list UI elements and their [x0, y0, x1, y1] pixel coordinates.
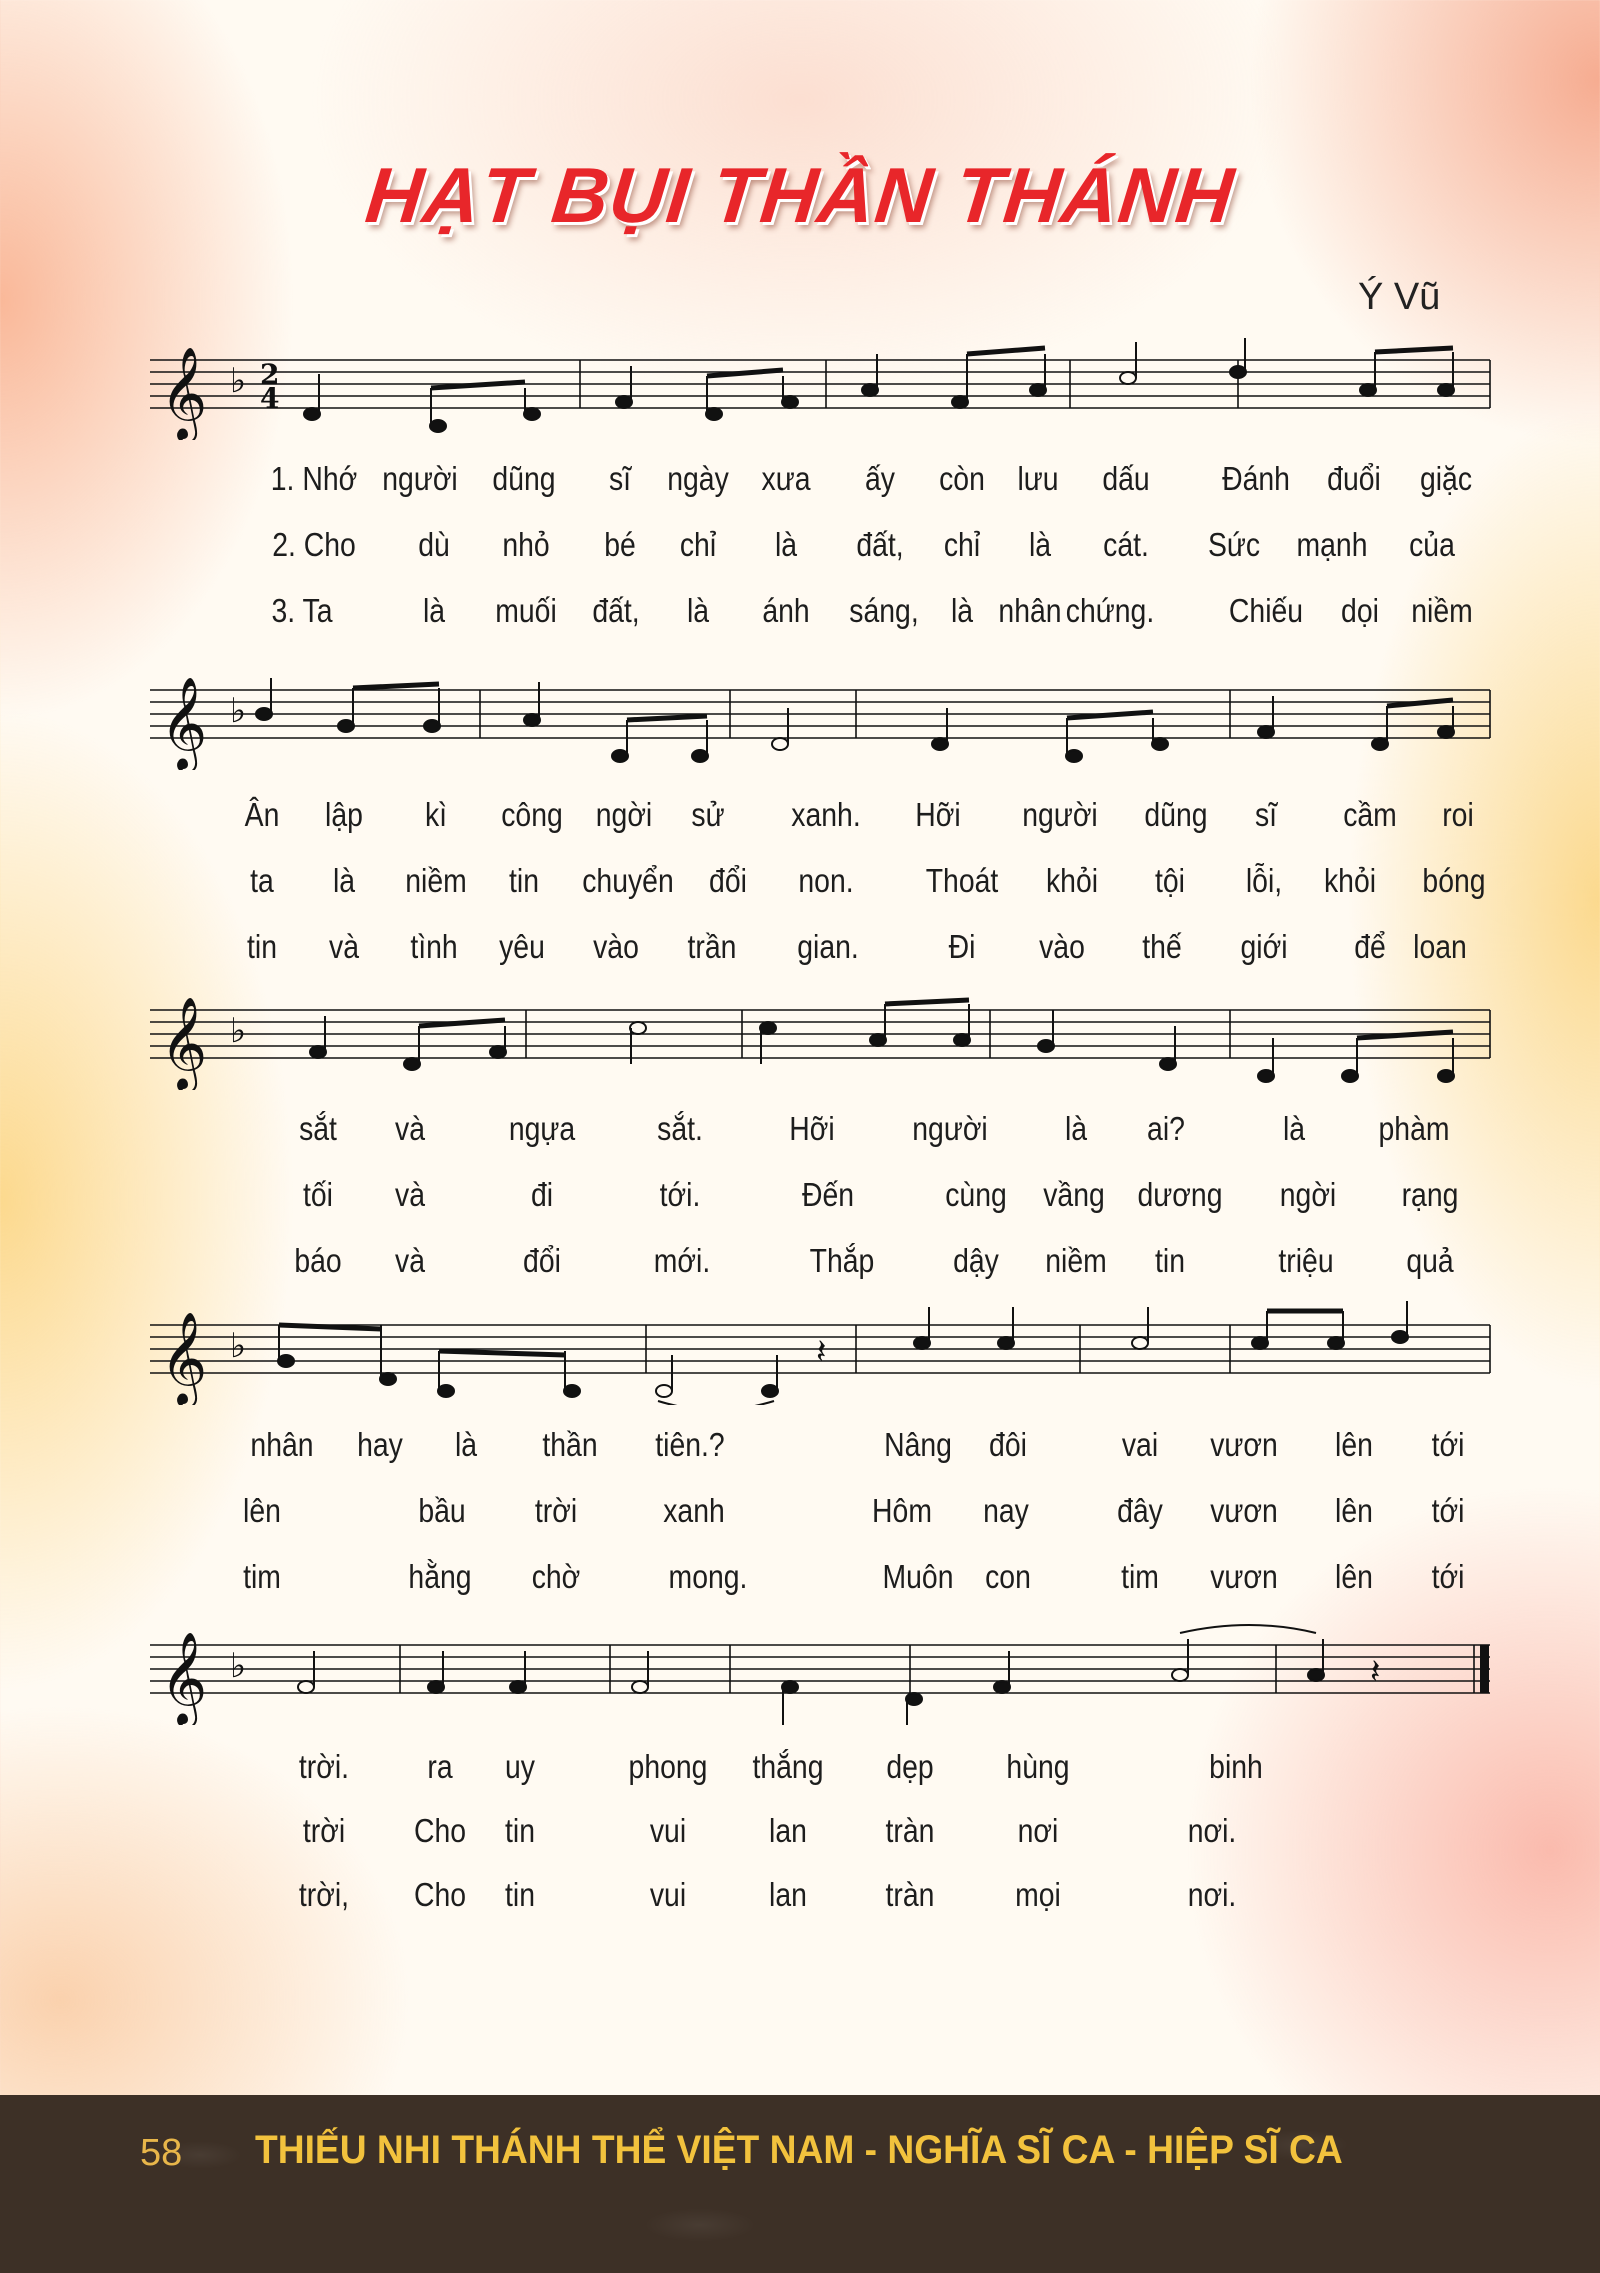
- lyric-syllable: Đánh: [1222, 460, 1290, 497]
- lyric-syllable: sắt: [299, 1110, 337, 1147]
- flat-key-signature: ♭: [230, 691, 247, 731]
- lyric-syllable: vai: [1121, 1426, 1159, 1463]
- lyric-syllable: tràn: [885, 1876, 935, 1913]
- lyric-syllable: thần: [542, 1426, 598, 1463]
- lyric-line-verse-1: [0, 460, 1600, 510]
- lyric-syllable: ngựa: [508, 1110, 576, 1147]
- lyric-syllable: nhân: [998, 592, 1062, 629]
- lyric-syllable: lập: [325, 796, 363, 833]
- svg-text:𝄽: 𝄽: [1370, 1652, 1381, 1692]
- lyric-line-verse-3: [0, 1558, 1600, 1608]
- lyric-syllable: ngày: [667, 460, 729, 497]
- lyric-syllable: giới: [1240, 928, 1288, 965]
- lyric-syllable: đây: [1117, 1492, 1163, 1529]
- music-staff-5: [150, 1615, 1500, 1725]
- lyric-syllable: Thắp: [809, 1242, 875, 1279]
- treble-clef-icon: 𝄞: [160, 996, 208, 1089]
- lyric-syllable: Chiếu: [1228, 592, 1304, 629]
- page-number: 58: [140, 2132, 183, 2174]
- time-signature-top: 2: [260, 358, 280, 391]
- flat-key-signature: ♭: [230, 361, 247, 401]
- lyric-syllable: dấu: [1102, 460, 1150, 497]
- lyric-syllable: mạnh: [1296, 526, 1368, 563]
- lyric-syllable: khỏi: [1323, 862, 1377, 899]
- lyric-syllable: vầng: [1043, 1176, 1105, 1213]
- lyric-syllable: chỉ: [679, 526, 717, 563]
- lyric-syllable: và: [395, 1110, 425, 1147]
- lyric-syllable: dù: [418, 526, 450, 563]
- lyric-syllable: người: [1022, 796, 1098, 833]
- lyric-syllable: chuyển: [582, 862, 674, 899]
- lyric-syllable: trời: [302, 1812, 346, 1849]
- lyric-syllable: Hôm: [872, 1492, 932, 1529]
- lyric-syllable: tràn: [885, 1812, 935, 1849]
- lyric-syllable: nơi.: [1187, 1876, 1237, 1913]
- final-barline: [1480, 1645, 1489, 1693]
- lyric-line-verse-2: [0, 1812, 1600, 1862]
- lyric-syllable: ánh: [762, 592, 810, 629]
- lyric-syllable: còn: [939, 460, 985, 497]
- treble-clef-icon: 𝄞: [160, 346, 208, 439]
- lyric-syllable: là: [422, 592, 446, 629]
- lyric-syllable: loan: [1413, 928, 1467, 965]
- lyric-syllable: thắng: [752, 1748, 824, 1785]
- lyric-syllable: cát.: [1103, 526, 1149, 563]
- lyric-syllable: thế: [1142, 928, 1182, 965]
- lyric-syllable: nhỏ: [502, 526, 550, 563]
- lyric-syllable: mới.: [653, 1242, 711, 1279]
- lyric-syllable: khỏi: [1045, 862, 1099, 899]
- lyric-syllable: người: [912, 1110, 988, 1147]
- music-staff-3: [150, 980, 1500, 1090]
- lyric-syllable: lên: [1335, 1426, 1373, 1463]
- lyric-syllable: roi: [1442, 796, 1474, 833]
- lyric-syllable: gian.: [797, 928, 859, 965]
- lyric-line-verse-3: [0, 928, 1600, 978]
- page-footer: [0, 2095, 1600, 2273]
- lyric-syllable: lên: [243, 1492, 281, 1529]
- lyric-line-verse-1: [0, 1748, 1600, 1798]
- lyric-syllable: vươn: [1210, 1558, 1278, 1595]
- lyric-syllable: lưu: [1017, 460, 1059, 497]
- lyric-syllable: đi: [530, 1176, 554, 1213]
- time-signature-bottom: 4: [260, 382, 280, 415]
- lyric-syllable: đuổi: [1327, 460, 1381, 497]
- lyric-syllable: tin: [1155, 1242, 1185, 1279]
- lyric-syllable: hay: [357, 1426, 403, 1463]
- lyric-syllable: 2. Cho: [272, 526, 356, 563]
- lyric-syllable: chờ: [531, 1558, 581, 1595]
- lyric-syllable: để: [1354, 928, 1386, 965]
- lyric-syllable: quả: [1406, 1242, 1454, 1279]
- lyric-syllable: ra: [427, 1748, 453, 1785]
- lyric-syllable: Cho: [413, 1876, 467, 1913]
- lyric-syllable: Cho: [413, 1812, 467, 1849]
- lyric-line-verse-1: [0, 1426, 1600, 1476]
- lyric-syllable: là: [1028, 526, 1052, 563]
- lyric-syllable: Sức: [1207, 526, 1261, 563]
- lyric-syllable: Đi: [948, 928, 976, 965]
- lyric-syllable: vươn: [1210, 1492, 1278, 1529]
- lyric-syllable: công: [501, 796, 563, 833]
- lyric-syllable: muối: [495, 592, 557, 629]
- lyric-syllable: Ân: [244, 796, 280, 833]
- svg-text:𝄽: 𝄽: [816, 1332, 827, 1372]
- lyric-syllable: phong: [628, 1748, 708, 1785]
- lyric-syllable: Nâng: [884, 1426, 952, 1463]
- lyric-syllable: 3. Ta: [271, 592, 333, 629]
- footer-book-title: THIẾU NHI THÁNH THỂ VIỆT NAM - NGHĨA SĨ CA - HIỆP SĨ CA: [255, 2128, 1343, 2172]
- lyric-syllable: tiên.?: [655, 1426, 725, 1463]
- lyric-syllable: Hỡi: [915, 796, 961, 833]
- lyric-syllable: tin: [509, 862, 539, 899]
- lyric-syllable: niềm: [1411, 592, 1473, 629]
- lyric-line-verse-1: [0, 1110, 1600, 1160]
- lyric-syllable: chỉ: [943, 526, 981, 563]
- lyric-syllable: tin: [505, 1876, 535, 1913]
- lyric-line-verse-3: [0, 592, 1600, 642]
- lyric-line-verse-2: [0, 526, 1600, 576]
- lyric-syllable: xanh: [663, 1492, 725, 1529]
- lyric-syllable: non.: [798, 862, 854, 899]
- lyric-line-verse-2: [0, 1176, 1600, 1226]
- lyric-syllable: yêu: [499, 928, 545, 965]
- lyric-syllable: ấy: [865, 460, 895, 497]
- music-staff-4: [150, 1295, 1500, 1405]
- lyric-syllable: cầm: [1343, 796, 1397, 833]
- lyric-syllable: là: [1282, 1110, 1306, 1147]
- lyric-syllable: ngời: [1279, 1176, 1337, 1213]
- lyric-syllable: tới: [1431, 1426, 1465, 1463]
- lyric-syllable: triệu: [1278, 1242, 1334, 1279]
- lyric-syllable: là: [332, 862, 356, 899]
- lyric-syllable: là: [686, 592, 710, 629]
- lyric-syllable: và: [395, 1242, 425, 1279]
- lyric-syllable: nơi.: [1187, 1812, 1237, 1849]
- treble-clef-icon: 𝄞: [160, 1311, 208, 1404]
- lyric-syllable: vui: [649, 1876, 687, 1913]
- music-staff-2: [150, 660, 1500, 770]
- lyric-syllable: đất,: [592, 592, 640, 629]
- lyric-syllable: là: [1064, 1110, 1088, 1147]
- treble-clef-icon: 𝄞: [160, 1631, 208, 1724]
- lyric-syllable: trời.: [298, 1748, 350, 1785]
- lyric-syllable: đổi: [523, 1242, 561, 1279]
- lyric-syllable: đổi: [709, 862, 747, 899]
- lyric-syllable: Hỡi: [789, 1110, 835, 1147]
- lyric-syllable: hằng: [408, 1558, 472, 1595]
- lyric-syllable: bóng: [1422, 862, 1486, 899]
- lyric-line-verse-3: [0, 1876, 1600, 1926]
- song-title: HẠT BỤI THẦN THÁNH: [361, 151, 1239, 239]
- lyric-syllable: vui: [649, 1812, 687, 1849]
- lyric-syllable: đôi: [989, 1426, 1027, 1463]
- lyric-syllable: và: [395, 1176, 425, 1213]
- lyric-syllable: dọi: [1341, 592, 1379, 629]
- lyric-line-verse-2: [0, 1492, 1600, 1542]
- lyric-syllable: xưa: [761, 460, 811, 497]
- composer-name: Ý Vũ: [1358, 276, 1441, 318]
- lyric-syllable: con: [985, 1558, 1031, 1595]
- lyric-syllable: dũng: [492, 460, 556, 497]
- lyric-syllable: vươn: [1210, 1426, 1278, 1463]
- treble-clef-icon: 𝄞: [160, 676, 208, 769]
- lyric-syllable: tối: [303, 1176, 333, 1213]
- flat-key-signature: ♭: [230, 1326, 247, 1366]
- lyric-syllable: nay: [983, 1492, 1029, 1529]
- lyric-syllable: sử: [691, 796, 725, 833]
- lyric-syllable: sáng,: [849, 592, 919, 629]
- lyric-syllable: Muôn: [882, 1558, 954, 1595]
- lyric-syllable: dẹp: [886, 1748, 934, 1785]
- lyric-syllable: ai?: [1147, 1110, 1185, 1147]
- lyric-syllable: là: [774, 526, 798, 563]
- lyric-syllable: bầu: [418, 1492, 466, 1529]
- lyric-syllable: giặc: [1419, 460, 1473, 497]
- lyric-syllable: là: [950, 592, 974, 629]
- lyric-syllable: rạng: [1401, 1176, 1459, 1213]
- lyric-syllable: sắt.: [657, 1110, 703, 1147]
- lyric-syllable: binh: [1209, 1748, 1263, 1785]
- lyric-syllable: lên: [1335, 1492, 1373, 1529]
- lyric-syllable: lỗi,: [1245, 862, 1283, 899]
- lyric-syllable: tình: [410, 928, 458, 965]
- lyric-syllable: nhân: [250, 1426, 314, 1463]
- lyric-syllable: mọi: [1015, 1876, 1061, 1913]
- lyric-syllable: trời: [534, 1492, 578, 1529]
- lyric-syllable: vào: [593, 928, 639, 965]
- lyric-syllable: uy: [505, 1748, 535, 1785]
- lyric-syllable: cùng: [945, 1176, 1007, 1213]
- lyric-syllable: tới: [1431, 1492, 1465, 1529]
- lyric-syllable: vào: [1039, 928, 1085, 965]
- lyric-syllable: chứng.: [1065, 592, 1155, 629]
- lyric-syllable: ngời: [595, 796, 653, 833]
- lyric-syllable: tim: [1121, 1558, 1159, 1595]
- lyric-line-verse-1: [0, 796, 1600, 846]
- lyric-syllable: xanh.: [791, 796, 861, 833]
- lyric-syllable: tin: [505, 1812, 535, 1849]
- flat-key-signature: ♭: [230, 1011, 247, 1051]
- lyric-syllable: hùng: [1006, 1748, 1070, 1785]
- flat-key-signature: ♭: [230, 1646, 247, 1686]
- lyric-syllable: sĩ: [608, 460, 632, 497]
- lyric-line-verse-3: [0, 1242, 1600, 1292]
- lyric-syllable: Đến: [801, 1176, 855, 1213]
- lyric-syllable: người: [382, 460, 458, 497]
- lyric-syllable: và: [329, 928, 359, 965]
- lyric-syllable: niềm: [405, 862, 467, 899]
- lyric-syllable: Thoát: [925, 862, 999, 899]
- lyric-syllable: 1. Nhớ: [270, 460, 358, 497]
- lyric-syllable: bé: [604, 526, 636, 563]
- lyric-line-verse-2: [0, 862, 1600, 912]
- lyric-syllable: mong.: [668, 1558, 748, 1595]
- lyric-syllable: tới: [1431, 1558, 1465, 1595]
- music-staff-1: [150, 330, 1500, 440]
- lyric-syllable: trần: [687, 928, 737, 965]
- lyric-syllable: dậy: [953, 1242, 999, 1279]
- lyric-syllable: lên: [1335, 1558, 1373, 1595]
- lyric-syllable: của: [1409, 526, 1455, 563]
- lyric-syllable: dương: [1137, 1176, 1223, 1213]
- lyric-syllable: tim: [243, 1558, 281, 1595]
- lyric-syllable: sĩ: [1254, 796, 1278, 833]
- lyric-syllable: là: [454, 1426, 478, 1463]
- lyric-syllable: đất,: [856, 526, 904, 563]
- lyric-syllable: tới.: [659, 1176, 701, 1213]
- lyric-syllable: báo: [294, 1242, 342, 1279]
- lyric-syllable: tin: [247, 928, 277, 965]
- lyric-syllable: phàm: [1378, 1110, 1450, 1147]
- lyric-syllable: kì: [424, 796, 448, 833]
- lyric-syllable: trời,: [298, 1876, 350, 1913]
- lyric-syllable: lan: [769, 1876, 807, 1913]
- lyric-syllable: dũng: [1144, 796, 1208, 833]
- lyric-syllable: tội: [1155, 862, 1185, 899]
- lyric-syllable: lan: [769, 1812, 807, 1849]
- lyric-syllable: ta: [250, 862, 274, 899]
- lyric-syllable: nơi: [1017, 1812, 1059, 1849]
- lyric-syllable: niềm: [1045, 1242, 1107, 1279]
